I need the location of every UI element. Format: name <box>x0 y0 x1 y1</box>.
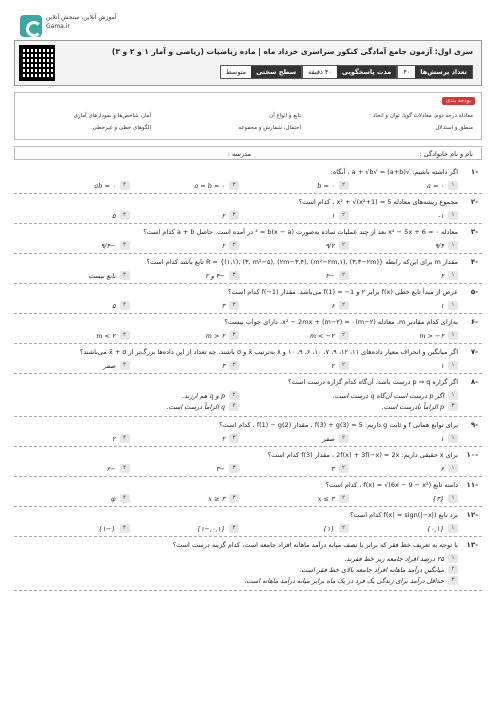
option-number: ۴ <box>120 301 130 310</box>
option-number: ۳ <box>448 402 458 411</box>
option-text: صفر <box>322 434 335 443</box>
option-number: ۲ <box>339 524 349 533</box>
answer-option[interactable] <box>349 464 459 473</box>
question-item <box>14 164 482 194</box>
answer-option[interactable] <box>239 331 349 340</box>
answer-option[interactable] <box>239 301 349 310</box>
answer-option[interactable] <box>239 361 349 370</box>
option-number: ۲ <box>339 271 349 280</box>
brand-slogan: آموزش آنلاین، سنجش آنلاین <box>46 14 117 21</box>
topic-item: معادله درجه دوم، معادلات گویا، توان و اتحاد <box>372 113 473 119</box>
answer-option[interactable] <box>20 241 130 250</box>
option-number: ۴ <box>120 524 130 533</box>
exam-info-chips <box>220 65 473 79</box>
question-stem: مقدار m برای این‌که رابطه R = {(۱,۱), (۳, m²−۵), (۲m−۳,۴), (m²−۲m,۱), (۳,۳−۲m)} تابع باشد کدام است؟ <box>146 258 458 266</box>
option-number: ۳ <box>229 211 239 220</box>
option-number: ۱ <box>448 524 458 533</box>
options-row <box>20 271 458 280</box>
option-text: −۲ <box>325 271 335 280</box>
chip-duration <box>302 65 397 79</box>
answer-option[interactable] <box>130 524 240 533</box>
option-text: ۹/۴ <box>434 241 444 250</box>
options-row <box>20 524 458 533</box>
question-stem: با توجه به تعریف خط فقر که برابر با نصف میانه درآمد ماهانه افراد جامعه است، کدام گزینه درست است؟ <box>172 541 458 549</box>
answer-option[interactable] <box>349 271 459 280</box>
option-text: ۲ <box>440 271 444 280</box>
answer-option[interactable] <box>239 524 349 533</box>
chip-value: ۴۰ دقیقه <box>303 66 337 78</box>
option-number: ۳ <box>229 361 239 370</box>
option-text: {۰,۱} <box>426 524 444 533</box>
answer-option[interactable] <box>20 464 130 473</box>
question-number: ۷- <box>470 348 478 356</box>
option-text: میانگین درآمد ماهانه افراد جامعه بالای خط فقر است. <box>299 565 444 574</box>
question-number: ۶- <box>470 318 478 326</box>
question-number: ۹- <box>470 421 478 429</box>
name-label: نام و نام خانوادگی : <box>419 150 473 158</box>
option-number: ۱ <box>448 241 458 250</box>
brand-bar <box>0 0 496 40</box>
question-stem: اگر گزاره p ⇒ q درست باشد، آن‌گاه کدام گزاره درست است؟ <box>288 378 458 386</box>
answer-option[interactable] <box>349 301 459 310</box>
question-item <box>14 344 482 374</box>
question-stem: به‌ازای کدام مقادیر m، معادله (m−۲)x² − 2mx + (m−۲) = ۰، دارای جواب نیست؟ <box>224 318 458 326</box>
option-number: ۳ <box>229 464 239 473</box>
answer-option[interactable] <box>349 434 459 443</box>
answer-option[interactable] <box>20 576 458 585</box>
options-row <box>20 434 458 443</box>
answer-option[interactable] <box>239 181 349 190</box>
answer-option[interactable] <box>20 181 130 190</box>
option-number: ۲ <box>339 241 349 250</box>
option-text: ۶ <box>440 464 444 473</box>
qr-code-icon <box>19 45 55 81</box>
option-number: ۲ <box>339 181 349 190</box>
option-number: ۴ <box>120 434 130 443</box>
option-number: ۴ <box>120 331 130 340</box>
option-text: −۴ و ۲ <box>205 271 225 280</box>
option-number: ۲ <box>339 464 349 473</box>
answer-option[interactable] <box>239 434 349 443</box>
student-info-line <box>14 146 482 160</box>
topic-item: احتمال، شمارش و مجموعه <box>238 125 301 131</box>
option-text: اگر p درست است آن‌گاه q درست است. <box>332 391 444 400</box>
exam-header <box>14 40 482 86</box>
option-text: m > ۲ <box>205 331 225 340</box>
option-text: a = b = ۰ <box>194 181 225 190</box>
topics-label: بودجه بندی <box>442 97 475 105</box>
option-text: −۳ <box>216 464 225 473</box>
option-number: ۲ <box>448 565 458 574</box>
options-row <box>20 301 458 310</box>
options-row <box>20 554 458 587</box>
answer-option[interactable] <box>20 434 130 443</box>
option-text: ۵ <box>112 301 116 310</box>
option-number: ۴ <box>120 181 130 190</box>
option-number: ۴ <box>120 241 130 250</box>
answer-option[interactable] <box>239 241 349 250</box>
option-text: m < ۲ <box>96 331 116 340</box>
answer-option[interactable] <box>130 361 240 370</box>
question-item <box>14 254 482 284</box>
question-number: ۲- <box>470 198 478 206</box>
option-number: ۲ <box>339 361 349 370</box>
answer-option[interactable] <box>20 331 130 340</box>
option-text: m > −۲ <box>419 331 444 340</box>
chip-value: ۴۰ <box>398 66 415 78</box>
option-text: تابع نیست <box>88 271 116 280</box>
chip-value: متوسط <box>221 66 251 78</box>
option-text: ۹/۲ <box>325 241 335 250</box>
chip-difficulty <box>220 65 302 79</box>
answer-option[interactable] <box>20 524 130 533</box>
option-text: −۹/۴ <box>100 241 116 250</box>
question-number: ۱۲- <box>466 511 478 519</box>
option-number: ۱ <box>448 554 458 563</box>
option-text: ۱- <box>438 211 444 220</box>
question-item <box>14 374 482 417</box>
option-number: ۴ <box>120 464 130 473</box>
option-text: −۶ <box>106 464 116 473</box>
question-stem: اگر داشته باشیم: √(a+b) = √a + √b ، آنگاه: <box>330 168 458 176</box>
option-number: ۱ <box>448 464 458 473</box>
answer-option[interactable] <box>20 271 130 280</box>
options-row <box>20 464 458 473</box>
option-text: {۳} <box>432 494 444 503</box>
answer-option[interactable] <box>20 301 130 310</box>
option-number: ۴ <box>120 494 130 503</box>
option-text: p الزاماً نادرست است. <box>381 402 444 411</box>
options-row <box>20 361 458 370</box>
budget-topics <box>14 92 482 140</box>
option-text: a = ۰ <box>427 181 444 190</box>
option-number: ۳ <box>229 494 239 503</box>
option-text: ۲ <box>221 211 225 220</box>
option-text: ۱ <box>440 434 444 443</box>
option-number: ۳ <box>229 524 239 533</box>
answer-option[interactable] <box>349 181 459 190</box>
answer-option[interactable] <box>20 565 458 574</box>
option-number: ۳ <box>229 271 239 280</box>
options-row <box>20 241 458 250</box>
school-label: مدرسه : <box>227 150 251 158</box>
option-text: ۳ <box>331 464 335 473</box>
option-number: ۲ <box>339 331 349 340</box>
answer-option[interactable] <box>130 181 240 190</box>
topic-item: آمار، شاخص‌ها و نمودارهای آماری <box>73 113 151 119</box>
option-text: ۲ <box>221 241 225 250</box>
option-text: ab = ۰ <box>94 181 116 190</box>
question-stem: دامنه تابع f(x) = √(6x − 9 − x²) ، کدام است؟ <box>325 481 458 489</box>
option-text: حداقل درآمد برای زندگی یک فرد در یک ماه برابر میانه درآمد ماهانه است. <box>244 576 444 585</box>
option-text: صفر <box>103 361 116 370</box>
question-number: ۱۱- <box>466 481 478 489</box>
gama-logo-icon <box>20 15 42 37</box>
option-number: ۱ <box>448 271 458 280</box>
option-number: ۳ <box>229 181 239 190</box>
option-text: {−۱} <box>98 524 116 533</box>
answer-option[interactable] <box>20 211 130 220</box>
option-text: ۳ <box>221 301 225 310</box>
topic-item: منطق و استدلال <box>435 125 473 131</box>
option-number: ۴ <box>120 271 130 280</box>
option-number: ۳ <box>229 331 239 340</box>
option-text: ۲۵ درصد افراد جامعه زیر خط فقرند. <box>344 554 444 563</box>
question-number: ۸- <box>470 378 478 386</box>
question-item <box>14 417 482 447</box>
exam-title: سری اول: آزمون جامع آمادگی کنکور سراسری خرداد ماه | ماده ریاضیات (ریاضی و آمار ۱ و ۲ و ۳) <box>111 47 473 56</box>
question-number: ۱۳- <box>466 541 478 549</box>
answer-option[interactable] <box>130 241 240 250</box>
answer-option[interactable] <box>130 301 240 310</box>
chip-key: سطح سختی <box>251 66 301 78</box>
option-number: ۲ <box>339 434 349 443</box>
options-row <box>20 211 458 220</box>
question-stem: برای x حقیقی داریم: 2f(x) + 3f(−x) = 2x ، مقدار f(3) کدام است؟ <box>267 451 458 459</box>
option-number: ۱ <box>448 494 458 503</box>
answer-option[interactable] <box>239 271 349 280</box>
question-number: ۴- <box>470 258 478 266</box>
chip-key: تعداد پرسش‌ها <box>415 66 472 78</box>
option-text: x ≥ ۳ <box>208 494 225 503</box>
brand-site[interactable]: Gama.ir <box>46 23 70 30</box>
option-number: ۴ <box>120 211 130 220</box>
option-number: ۱ <box>448 301 458 310</box>
question-item <box>14 537 482 591</box>
answer-option[interactable] <box>349 331 459 340</box>
option-text: φ <box>110 494 116 503</box>
answer-option[interactable] <box>20 402 239 411</box>
question-item <box>14 477 482 507</box>
option-number: ۲ <box>339 301 349 310</box>
option-text: ۲ <box>221 434 225 443</box>
brand-text <box>46 14 117 30</box>
option-text: ۶ <box>331 301 335 310</box>
answer-option[interactable] <box>349 361 459 370</box>
option-text: ۳ <box>221 361 225 370</box>
option-text: b = ۰ <box>317 181 335 190</box>
options-row <box>20 181 458 190</box>
question-item <box>14 314 482 344</box>
option-text: {۱} <box>322 524 335 533</box>
question-stem: معادله x² − 5x + 6 = ۰ بعد از چند عملیات ساده به‌صورت (x − a)² = b در آمده است. حاصل a + b کدام است؟ <box>143 228 458 236</box>
question-item <box>14 507 482 537</box>
option-number: ۴ <box>229 402 239 411</box>
question-number: ۱۰- <box>466 451 478 459</box>
options-row <box>20 391 458 413</box>
option-text: ۱ <box>440 361 444 370</box>
option-number: ۱ <box>448 331 458 340</box>
option-text: x ≤ ۳ <box>317 494 335 503</box>
answer-option[interactable] <box>130 271 240 280</box>
option-text: q الزاماً درست است. <box>166 402 225 411</box>
question-item <box>14 284 482 314</box>
answer-option[interactable] <box>349 494 459 503</box>
option-text: ۱ <box>331 211 335 220</box>
answer-option[interactable] <box>239 211 349 220</box>
answer-option[interactable] <box>20 391 239 400</box>
options-row <box>20 494 458 503</box>
option-number: ۲ <box>339 211 349 220</box>
option-number: ۱ <box>448 181 458 190</box>
option-text: ۲ <box>112 434 116 443</box>
answer-option[interactable] <box>349 524 459 533</box>
option-number: ۲ <box>229 391 239 400</box>
option-text: ۱ <box>440 301 444 310</box>
option-number: ۱ <box>448 391 458 400</box>
answer-option[interactable] <box>20 361 130 370</box>
answer-option[interactable] <box>130 211 240 220</box>
option-text: p و q هم ارزند. <box>182 391 225 400</box>
answer-option[interactable] <box>239 402 458 411</box>
option-number: ۱ <box>448 211 458 220</box>
option-number: ۳ <box>229 301 239 310</box>
question-number: ۱- <box>470 168 478 176</box>
question-stem: برای توابع همانی f و ثابت g داریم: f(3) + g(3) = 5 ، مقدار f(1) − g(2) ، کدام است؟ <box>219 421 458 429</box>
option-number: ۳ <box>448 576 458 585</box>
question-list <box>14 164 482 591</box>
answer-option[interactable] <box>349 241 459 250</box>
question-item <box>14 447 482 477</box>
chip-question-count <box>397 65 473 79</box>
option-number: ۲ <box>339 494 349 503</box>
option-number: ۳ <box>229 241 239 250</box>
option-number: ۱ <box>448 361 458 370</box>
option-number: ۱ <box>448 434 458 443</box>
topic-item: الگوهای خطی و غیرخطی <box>92 125 151 131</box>
question-number: ۵- <box>470 288 478 296</box>
question-stem: مجموع ریشه‌های معادله x² + √(x²+1) = 5 ، کدام است؟ <box>298 198 458 206</box>
option-text: m < −۲ <box>309 331 335 340</box>
answer-option[interactable] <box>130 494 240 503</box>
option-text: {۰,۱,−۱} <box>196 524 225 533</box>
question-item <box>14 224 482 254</box>
question-stem: برد تابع f(x) = sign(|−x|) کدام است؟ <box>349 511 458 519</box>
option-number: ۳ <box>229 434 239 443</box>
topic-item: تابع و انواع آن <box>269 113 301 119</box>
answer-option[interactable] <box>239 464 349 473</box>
question-stem: اگر میانگین و انحراف معیار داده‌های ۱۱، ۱۲، ۹، ۷، ۱۰، ۶، ۹، ۱۰ و ۸ به‌ترتیب x̄ و σ باشند، چه تعداد از این داده‌ها بزرگ‌تر از x̄ + σ می‌باشند؟ <box>79 348 458 356</box>
answer-option[interactable] <box>239 494 349 503</box>
question-number: ۳- <box>470 228 478 236</box>
question-stem: عرض از مبدأ تابع خطی f(x) برابر ۲ و f(1) = −1 می‌باشد. مقدار f(−1) کدام است؟ <box>228 288 458 296</box>
answer-option[interactable] <box>130 434 240 443</box>
answer-option[interactable] <box>239 391 458 400</box>
answer-option[interactable] <box>349 211 459 220</box>
question-item <box>14 194 482 224</box>
option-number: ۴ <box>120 361 130 370</box>
answer-option[interactable] <box>20 554 458 563</box>
answer-option[interactable] <box>20 494 130 503</box>
option-text: ۲ <box>331 361 335 370</box>
chip-key: مدت پاسخگویی <box>337 66 396 78</box>
answer-option[interactable] <box>130 331 240 340</box>
option-text: ۵ <box>112 211 116 220</box>
options-row <box>20 331 458 340</box>
answer-option[interactable] <box>130 464 240 473</box>
